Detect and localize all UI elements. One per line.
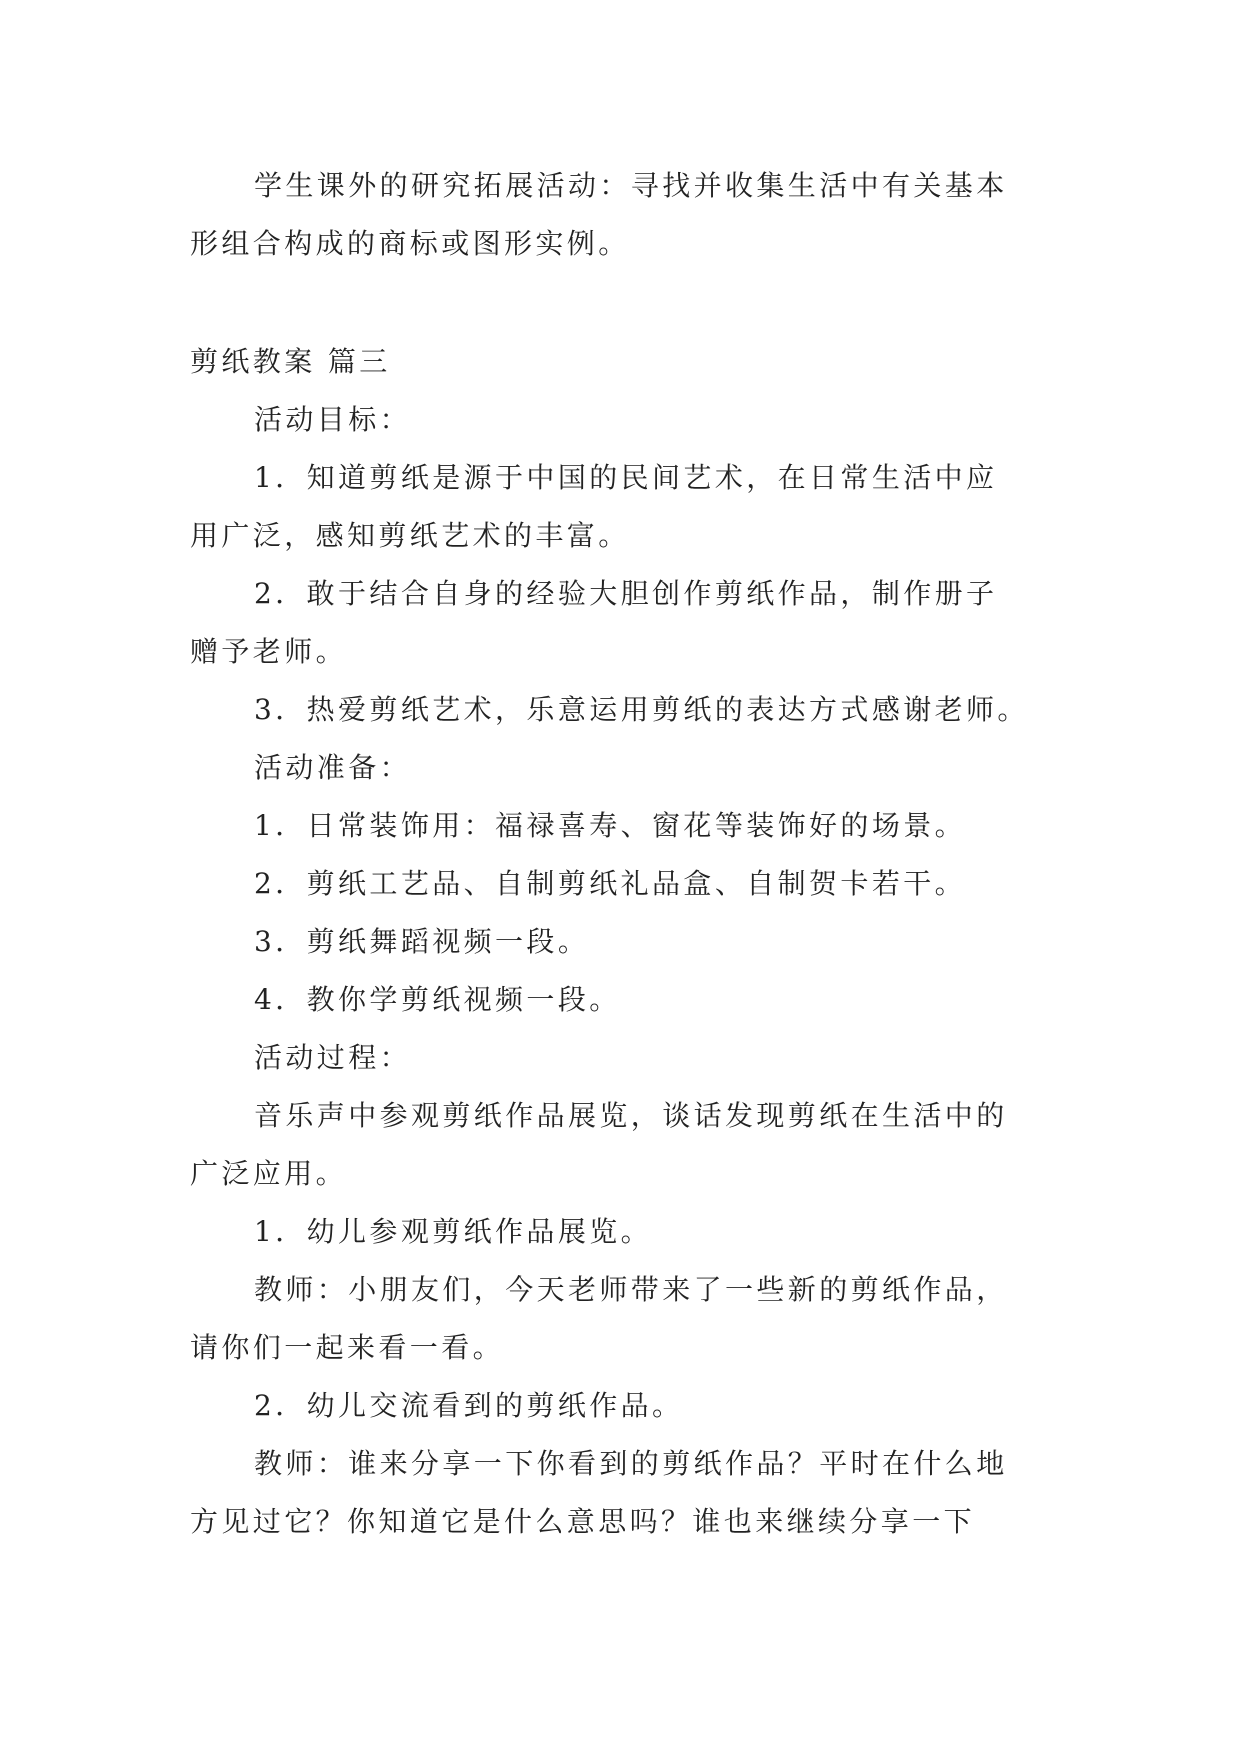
paragraph-line: 方见过它？你知道它是什么意思吗？谁也来继续分享一下 [190, 1505, 976, 1538]
list-item: 4．教你学剪纸视频一段。 [254, 983, 621, 1016]
list-item: 2．敢于结合自身的经验大胆创作剪纸作品，制作册子 [254, 577, 998, 610]
list-item: 3．剪纸舞蹈视频一段。 [254, 925, 590, 958]
list-item: 1．幼儿参观剪纸作品展览。 [254, 1215, 653, 1248]
paragraph-line: 活动目标： [254, 403, 412, 436]
paragraph-line: 活动过程： [254, 1041, 412, 1074]
paragraph-line: 赠予老师。 [190, 635, 348, 668]
paragraph-line: 教师：小朋友们，今天老师带来了一些新的剪纸作品， [254, 1273, 1008, 1306]
paragraph-line: 学生课外的研究拓展活动：寻找并收集生活中有关基本 [254, 169, 1008, 202]
paragraph-line: 广泛应用。 [190, 1157, 348, 1190]
paragraph-line: 音乐声中参观剪纸作品展览，谈话发现剪纸在生活中的 [254, 1099, 1008, 1132]
paragraph-line: 形组合构成的商标或图形实例。 [190, 227, 630, 260]
paragraph-line: 活动准备： [254, 751, 412, 784]
list-item: 1．日常装饰用：福禄喜寿、窗花等装饰好的场景。 [254, 809, 967, 842]
paragraph-line: 用广泛，感知剪纸艺术的丰富。 [190, 519, 630, 552]
list-item: 2．幼儿交流看到的剪纸作品。 [254, 1389, 684, 1422]
list-item: 3．热爱剪纸艺术，乐意运用剪纸的表达方式感谢老师。 [254, 693, 1029, 726]
section-heading: 剪纸教案 篇三 [190, 345, 391, 378]
paragraph-line: 请你们一起来看一看。 [190, 1331, 505, 1364]
paragraph-line: 教师：谁来分享一下你看到的剪纸作品？平时在什么地 [254, 1447, 1008, 1480]
list-item: 2．剪纸工艺品、自制剪纸礼品盒、自制贺卡若干。 [254, 867, 967, 900]
list-item: 1．知道剪纸是源于中国的民间艺术，在日常生活中应 [254, 461, 998, 494]
